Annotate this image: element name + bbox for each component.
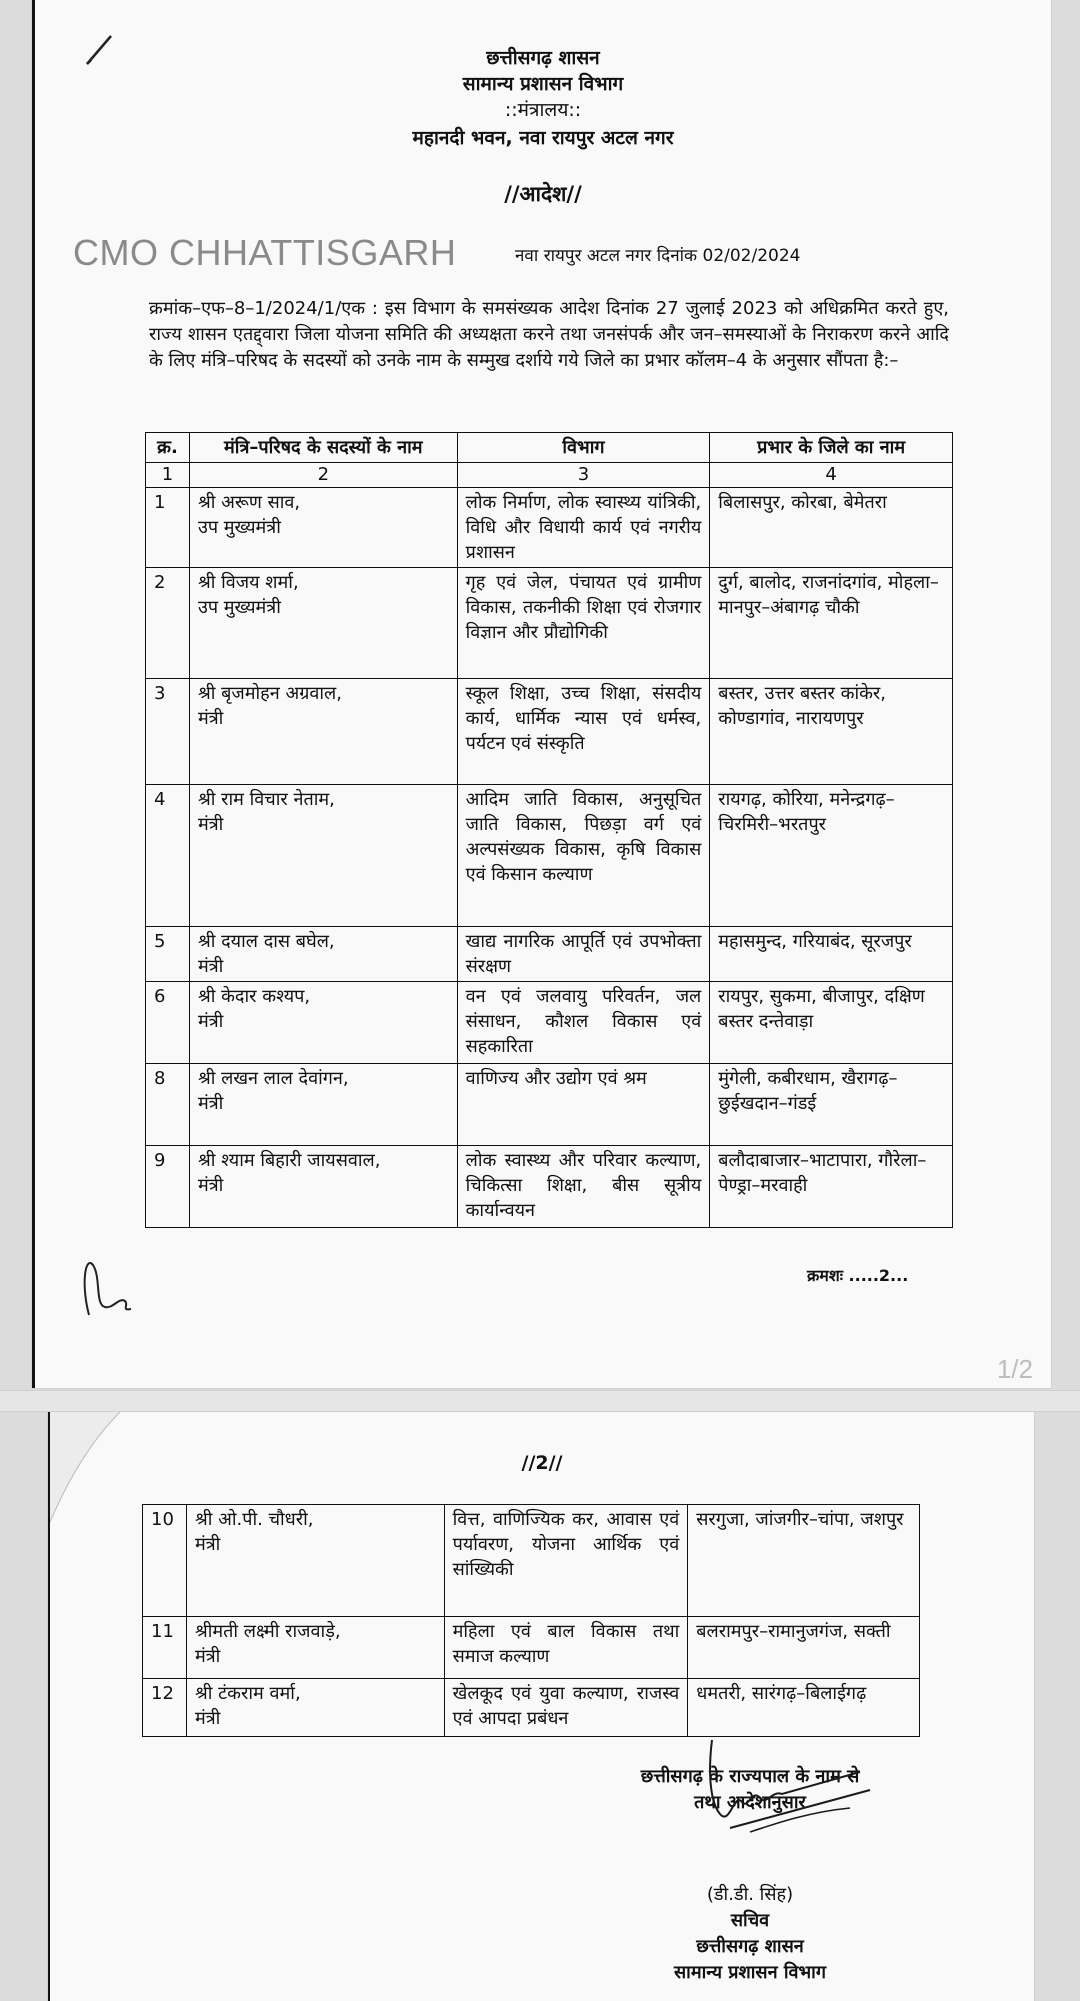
row-name-cell: [186, 1617, 444, 1679]
watermark: CMO CHHATTISGARH: [73, 232, 457, 273]
minister-role: मंत्री: [197, 956, 224, 977]
minister-role: मंत्री: [197, 1093, 224, 1114]
row-districts: रायगढ़, कोरिया, मनेन्द्रगढ़–चिरमिरी–भरतपुर: [710, 785, 953, 927]
row-department: गृह एवं जेल, पंचायत एवं ग्रामीण विकास, तकनीकी शिक्षा एवं रोजगार विज्ञान और प्रौद्योगिकी: [457, 568, 710, 679]
minister-role: मंत्री: [194, 1646, 221, 1667]
minister-role: उप मुख्यमंत्री: [197, 597, 281, 618]
row-sr: 6: [146, 982, 190, 1064]
signatory-name: (डी.डी. सिंह): [706, 1884, 794, 1905]
row-department: खेलकूद एवं युवा कल्याण, राजस्व एवं आपदा प्रबंधन: [444, 1679, 688, 1737]
header-department: सामान्य प्रशासन विभाग: [462, 73, 624, 95]
signatory-designation: सचिव: [730, 1910, 770, 1931]
row-department: वित्त, वाणिज्यिक कर, आवास एवं पर्यावरण, योजना आर्थिक एवं सांख्यिकी: [444, 1505, 688, 1617]
page-indicator: 1/2: [996, 1354, 1033, 1384]
order-paragraph: क्रमांक–एफ–8–1/2024/1/एक : इस विभाग के समसंख्यक आदेश दिनांक 27 जुलाई 2023 को अधिक्रमित करते हुए, राज्य शासन एतद्द्वारा जिला योजना समिति की अध्यक्षता करने तथा जनसंपर्क और जन–समस्याओं के निराकरण करने आदि के लिए मंत्रि–परिषद के सदस्यों को उनके नाम के सम्मुख दर्शाये गये जिले का प्रभार कॉलम–4 के अनुसार सौंपता है:–: [149, 298, 949, 371]
row-department: आदिम जाति विकास, अनुसूचित जाति विकास, पिछड़ा वर्ग एवं अल्पसंख्यक विकास, कृषि विकास एवं किसान कल्याण: [457, 785, 710, 927]
document-page-1: [32, 0, 1051, 1388]
minister-name: श्री लखन लाल देवांगन,: [197, 1068, 349, 1089]
table-row: [143, 1679, 920, 1737]
row-department: खाद्य नागरिक आपूर्ति एवं उपभोक्ता संरक्षण: [457, 927, 710, 982]
header-address: महानदी भवन, नवा रायपुर अटल नगर: [412, 127, 674, 149]
row-name-cell: [189, 785, 457, 927]
row-name-cell: [189, 488, 457, 568]
row-districts: बलौदाबाजार–भाटापारा, गौरेला–पेण्ड्रा–मरवाही: [710, 1146, 953, 1228]
row-sr: 4: [146, 785, 190, 927]
row-sr: 8: [146, 1064, 190, 1146]
minister-name: श्री विजय शर्मा,: [197, 572, 299, 593]
row-sr: 5: [146, 927, 190, 982]
header-districts: प्रभार के जिले का नाम: [710, 433, 953, 463]
table-row: [143, 1505, 920, 1617]
row-sr: 2: [146, 568, 190, 679]
ministers-table-continued: [142, 1504, 920, 1737]
row-districts: बलरामपुर–रामानुजगंज, सक्ती: [688, 1617, 920, 1679]
ministers-table: [145, 432, 953, 1228]
table-header-row: [146, 433, 953, 463]
minister-role: मंत्री: [197, 814, 224, 835]
row-name-cell: [189, 1146, 457, 1228]
table-row: [146, 1146, 953, 1228]
row-department: लोक स्वास्थ्य और परिवार कल्याण, चिकित्सा शिक्षा, बीस सूत्रीय कार्यान्वयन: [457, 1146, 710, 1228]
minister-role: मंत्री: [197, 1011, 224, 1032]
row-districts: मुंगेली, कबीरधाम, खैरागढ़–छुईखदान–गंडई: [710, 1064, 953, 1146]
minister-name: श्री केदार कश्यप,: [197, 986, 311, 1007]
row-districts: बिलासपुर, कोरबा, बेमेतरा: [710, 488, 953, 568]
signature-icon: [690, 1732, 890, 1842]
table-row: [146, 785, 953, 927]
row-districts: महासमुन्द, गरियाबंद, सूरजपुर: [710, 927, 953, 982]
minister-name: श्री अरूण साव,: [197, 492, 301, 513]
authority-line-1: छत्तीसगढ़ के राज्यपाल के नाम से: [640, 1766, 860, 1787]
minister-name: श्री ओ.पी. चौधरी,: [194, 1509, 314, 1530]
header-name: मंत्रि–परिषद के सदस्यों के नाम: [189, 433, 457, 463]
minister-name: श्री टंकराम वर्मा,: [194, 1683, 301, 1704]
row-department: लोक निर्माण, लोक स्वास्थ्य यांत्रिकी, विधि और विधायी कार्य एवं नगरीय प्रशासन: [457, 488, 710, 568]
row-name-cell: [186, 1679, 444, 1737]
authority-line-2: तथा आदेशानुसार: [694, 1792, 806, 1813]
row-sr: 11: [143, 1617, 187, 1679]
office-department: सामान्य प्रशासन विभाग: [674, 1962, 826, 1983]
row-department: वाणिज्य और उद्योग एवं श्रम: [457, 1064, 710, 1146]
row-districts: सरगुजा, जांजगीर–चांपा, जशपुर: [688, 1505, 920, 1617]
row-name-cell: [186, 1505, 444, 1617]
page2-heading: //2//: [521, 1452, 563, 1474]
minister-role: मंत्री: [194, 1708, 221, 1729]
minister-name: श्री श्याम बिहारी जायसवाल,: [197, 1150, 381, 1171]
table-row: [143, 1617, 920, 1679]
column-number-row: [146, 463, 953, 488]
minister-name: श्री राम विचार नेताम,: [197, 789, 335, 810]
minister-role: उप मुख्यमंत्री: [197, 517, 281, 538]
minister-name: श्रीमती लक्ष्मी राजवाड़े,: [194, 1621, 341, 1642]
minister-role: मंत्री: [197, 1175, 224, 1196]
minister-name: श्री बृजमोहन अग्रवाल,: [197, 683, 342, 704]
order-title: //आदेश//: [504, 182, 582, 206]
row-sr: 3: [146, 679, 190, 785]
table-row: [146, 1064, 953, 1146]
row-name-cell: [189, 982, 457, 1064]
row-sr: 1: [146, 488, 190, 568]
row-districts: बस्तर, उत्तर बस्तर कांकेर, कोण्डागांव, नारायणपुर: [710, 679, 953, 785]
initials-signature-icon: [79, 1245, 139, 1325]
row-districts: धमतरी, सारंगढ़–बिलाईगढ़: [688, 1679, 920, 1737]
office-govt: छत्तीसगढ़ शासन: [696, 1936, 804, 1957]
table-row: [146, 679, 953, 785]
minister-name: श्री दयाल दास बघेल,: [197, 931, 335, 952]
minister-role: मंत्री: [194, 1534, 221, 1555]
table-row: [146, 488, 953, 568]
minister-role: मंत्री: [197, 708, 224, 729]
order-date: नवा रायपुर अटल नगर दिनांक 02/02/2024: [515, 246, 801, 266]
col-number: 3: [457, 463, 710, 488]
row-department: वन एवं जलवायु परिवर्तन, जल संसाधन, कौशल विकास एवं सहकारिता: [457, 982, 710, 1064]
row-department: स्कूल शिक्षा, उच्च शिक्षा, संसदीय कार्य, धार्मिक न्यास एवं धर्मस्व, पर्यटन एवं संस्कृति: [457, 679, 710, 785]
row-name-cell: [189, 568, 457, 679]
row-name-cell: [189, 927, 457, 982]
row-sr: 9: [146, 1146, 190, 1228]
row-department: महिला एवं बाल विकास तथा समाज कल्याण: [444, 1617, 688, 1679]
carry-over-note: क्रमशः .....2...: [807, 1266, 909, 1285]
col-number: 4: [710, 463, 953, 488]
table-row: [146, 982, 953, 1064]
header-department: विभाग: [457, 433, 710, 463]
row-districts: दुर्ग, बालोद, राजनांदगांव, मोहला–मानपुर–अंबागढ़ चौकी: [710, 568, 953, 679]
row-name-cell: [189, 679, 457, 785]
document-page-2: [48, 1412, 1034, 2001]
header-govt: छत्तीसगढ़ शासन: [486, 47, 600, 69]
table-row: [146, 927, 953, 982]
page-separator: [0, 1390, 1080, 1412]
row-sr: 12: [143, 1679, 187, 1737]
header-ministry: ::मंत्रालय::: [504, 99, 582, 121]
col-number: 2: [189, 463, 457, 488]
header-sr: क्र.: [146, 433, 190, 463]
row-name-cell: [189, 1064, 457, 1146]
row-districts: रायपुर, सुकमा, बीजापुर, दक्षिण बस्तर दन्तेवाड़ा: [710, 982, 953, 1064]
table-row: [146, 568, 953, 679]
col-number: 1: [146, 463, 190, 488]
row-sr: 10: [143, 1505, 187, 1617]
